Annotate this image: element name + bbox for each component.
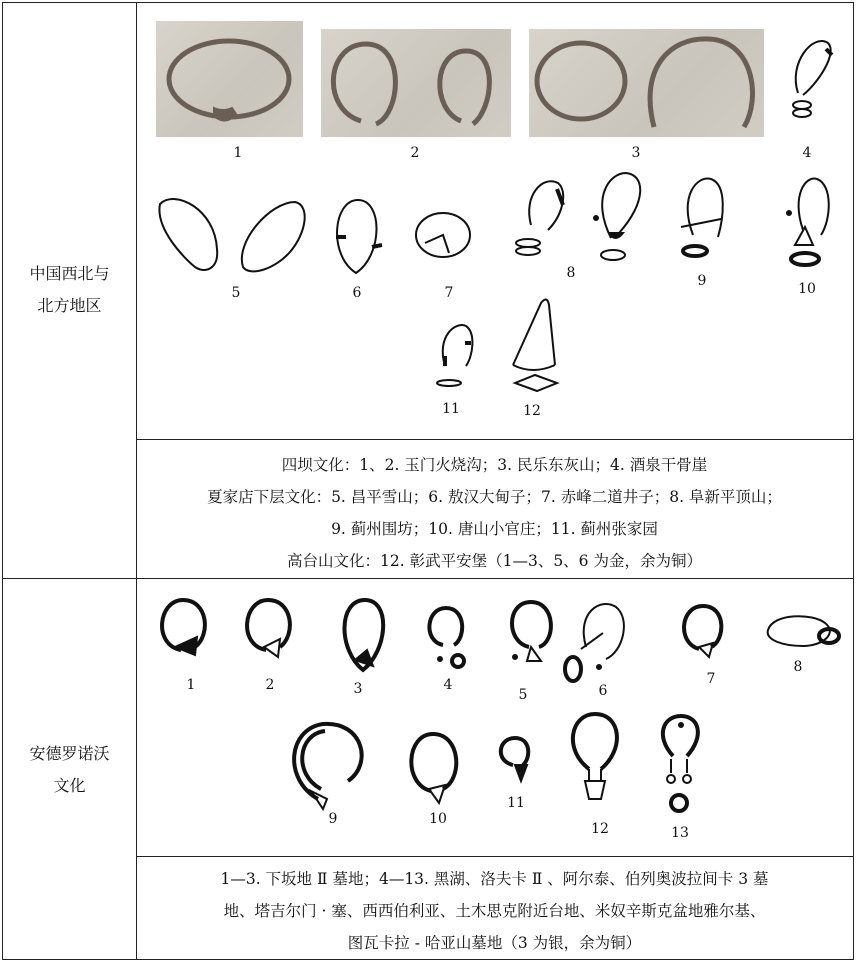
earring-photo-3	[529, 29, 764, 137]
caption-line: 图瓦卡拉 - 哈亚山墓地（3 为银，余为铜）	[347, 934, 642, 952]
figure-label: 6	[352, 285, 362, 301]
region-label-northwest-china	[3, 258, 136, 322]
figure-label: 3	[353, 681, 363, 697]
caption-section2	[136, 863, 853, 959]
earring-photo-1	[156, 21, 303, 137]
caption-section1	[136, 449, 853, 577]
figure-label: 3	[631, 145, 641, 161]
region-line: 中国西北与	[29, 264, 110, 283]
earring-drawing-8b	[591, 173, 649, 268]
caption-line: 地、塔吉尔门 · 塞、西西伯利亚、土木思克附近台地、米奴辛斯克盆地雅尔基、	[223, 902, 766, 920]
figure-label: 11	[442, 401, 460, 417]
earring-drawing-s2-13	[653, 711, 708, 821]
earring-drawing-s2-9	[283, 719, 373, 814]
earring-drawing-s2-6	[561, 597, 631, 687]
figure-label: 9	[328, 811, 338, 827]
figure-label: 1	[186, 677, 196, 693]
figure-label: 8	[793, 659, 803, 675]
earring-drawing-5b	[235, 197, 310, 279]
row-divider-section1-caption	[136, 439, 853, 440]
figure-label: 12	[523, 403, 541, 419]
figure-label: 7	[444, 285, 454, 301]
region-line: 北方地区	[37, 296, 102, 315]
earring-drawing-8	[513, 175, 573, 265]
figure-label: 13	[671, 825, 689, 841]
figure-label: 10	[798, 281, 816, 297]
earring-drawing-s2-3	[333, 595, 393, 680]
figure-label: 1	[233, 145, 243, 161]
caption-line: 1—3. 下坂地 Ⅱ 墓地；4—13. 黑湖、洛夫卡 Ⅱ 、阿尔泰、伯列奥波拉间卡 3 墓	[220, 870, 769, 888]
earring-drawing-7	[413, 208, 473, 263]
figure-table	[2, 2, 854, 960]
figure-label: 8	[566, 265, 576, 281]
earring-drawing-s2-2	[238, 595, 298, 670]
caption-line: 夏家店下层文化：5. 昌平雪山；6. 敖汉大甸子；7. 赤峰二道井子；8. 阜新平顶山；	[207, 488, 782, 506]
earring-drawing-s2-8	[763, 608, 843, 653]
earring-drawing-9	[673, 175, 731, 265]
row-divider-sections	[3, 578, 853, 579]
caption-line: 高台山文化：12. 彰武平安堡（1—3、5、6 为金，余为铜）	[287, 552, 702, 570]
figure-label: 5	[518, 687, 528, 703]
earring-drawing-12	[503, 295, 573, 395]
earring-photo-2	[321, 29, 511, 137]
figure-label: 9	[697, 273, 707, 289]
row-divider-section2-caption	[136, 856, 853, 857]
region-label-andronovo	[3, 738, 136, 802]
caption-line: 9. 蓟州围坊；10. 唐山小官庄；11. 蓟州张家园	[331, 520, 658, 538]
earring-drawing-10	[781, 175, 839, 270]
figure-label: 2	[265, 677, 275, 693]
figure-label: 6	[598, 683, 608, 699]
earring-drawing-s2-11	[493, 733, 538, 793]
figure-label: 4	[802, 145, 812, 161]
earring-drawing-5a	[155, 189, 225, 274]
figure-label: 4	[443, 677, 453, 693]
figure-label: 10	[429, 811, 447, 827]
earring-drawing-11	[431, 321, 481, 391]
earring-drawing-s2-12	[563, 709, 628, 814]
figure-label: 12	[591, 821, 609, 837]
figure-label: 11	[507, 795, 525, 811]
figure-label: 7	[706, 671, 716, 687]
earring-drawing-s2-1	[153, 595, 213, 670]
earring-drawing-s2-10	[401, 729, 466, 809]
figure-label: 5	[231, 285, 241, 301]
figure-label: 2	[410, 145, 420, 161]
earring-drawing-s2-4	[418, 603, 473, 673]
region-line: 文化	[53, 776, 86, 795]
earring-drawing-4	[788, 33, 838, 123]
region-line: 安德罗诺沃	[29, 744, 110, 763]
earring-drawing-s2-5	[501, 597, 559, 677]
earring-drawing-s2-7	[675, 601, 730, 666]
earring-drawing-6	[328, 195, 386, 280]
caption-line: 四坝文化：1、2. 玉门火烧沟；3. 民乐东灰山；4. 酒泉干骨崖	[281, 456, 708, 474]
